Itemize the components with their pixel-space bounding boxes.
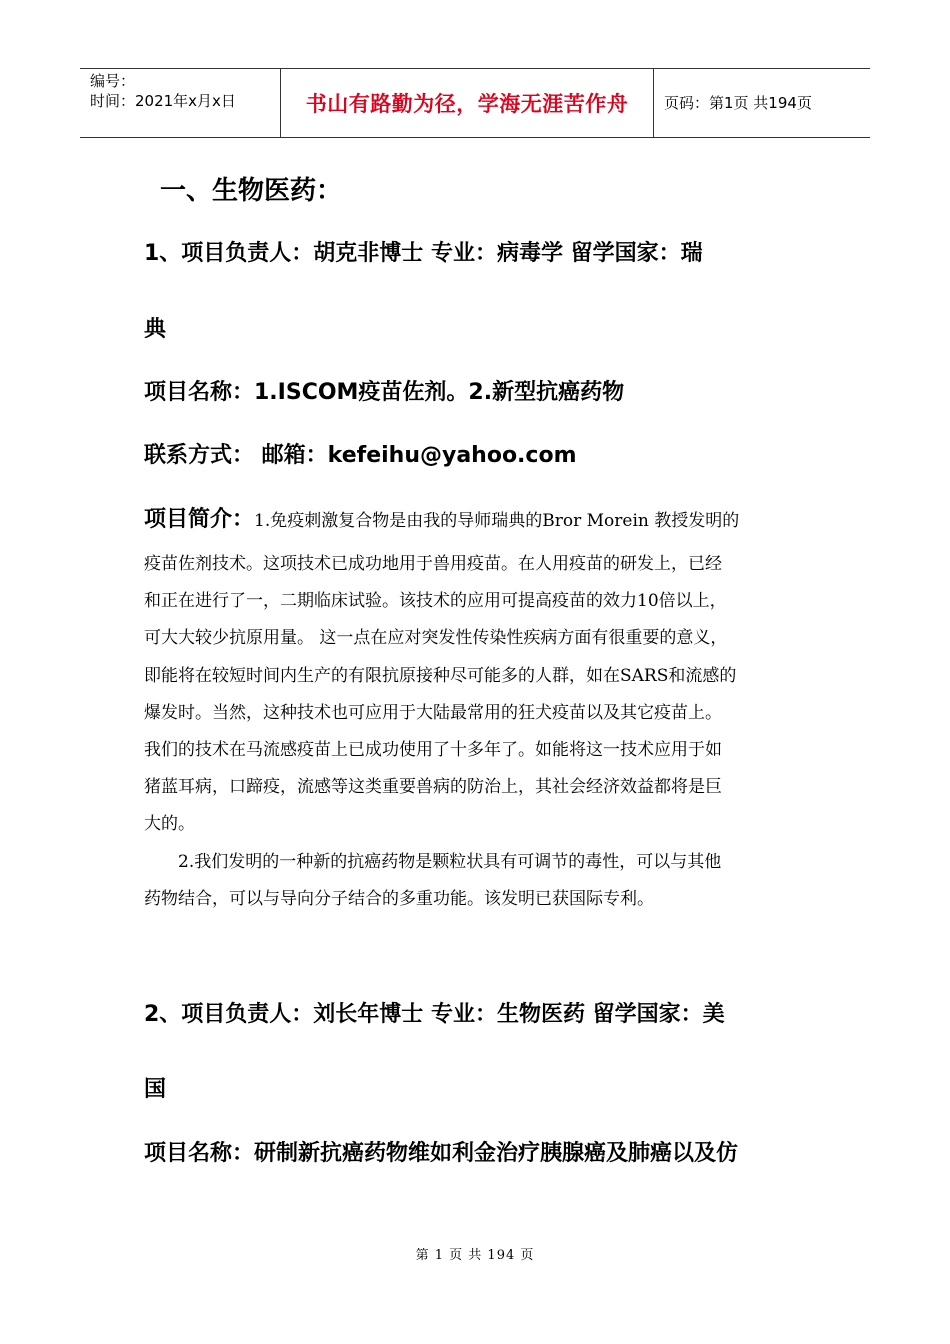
motto: 书山有路勤为径，学海无涯苦作舟	[305, 92, 629, 116]
intro-line: 爆发时。当然，这种技术也可应用于大陆最常用的狂犬疫苗以及其它疫苗上。	[144, 702, 722, 723]
project2-leader-line-cont: 国	[144, 1077, 167, 1102]
number-label: 编号：	[90, 72, 136, 90]
page-footer: 第 1 页 共 194 页	[415, 1248, 535, 1263]
section-title: 一、生物医药：	[160, 176, 343, 206]
project2-leader-line: 2、项目负责人：刘长年博士 专业：生物医药 留学国家：美	[144, 1002, 725, 1027]
intro-line: 即能将在较短时间内生产的有限抗原接种尽可能多的人群，如在SARS和流感的	[144, 665, 737, 686]
intro2-second-line: 药物结合，可以与导向分子结合的多重功能。该发明已获国际专利。	[144, 888, 654, 909]
project1-intro-body	[144, 546, 808, 918]
intro-line: 猪蓝耳病，口蹄疫，流感等这类重要兽病的防治上，其社会经济效益都将是巨	[144, 777, 722, 798]
intro-line: 可大大较少抗原用量。 这一点在应对突发性传染性疾病方面有很重要的意义，	[144, 628, 728, 649]
project1-leader-line-cont: 典	[144, 317, 167, 342]
project1-contact: 联系方式： 邮箱：kefeihu@yahoo.com	[144, 443, 577, 468]
intro-line: 我们的技术在马流感疫苗上已成功使用了十多年了。如能将这一技术应用于如	[144, 740, 722, 761]
project1-intro-first-line	[144, 502, 739, 533]
intro-line: 疫苗佐剂技术。这项技术已成功地用于兽用疫苗。在人用疫苗的研发上，已经	[144, 554, 722, 574]
header-motto-cell	[281, 69, 654, 137]
intro-first-text: 1.免疫刺激复合物是由我的导师瑞典的Bror Morein 教授发明的	[254, 511, 740, 531]
header-table	[80, 68, 870, 138]
intro-line: 大的。	[144, 814, 195, 835]
project1-name: 项目名称：1.ISCOM疫苗佐剂。2.新型抗癌药物	[144, 380, 625, 405]
intro-label: 项目简介：	[144, 507, 255, 532]
time-label: 时间：2021年x月x日	[90, 92, 236, 110]
project1-leader-line: 1、项目负责人：胡克非博士 专业：病毒学 留学国家：瑞	[144, 241, 703, 266]
intro2-first-line: 2.我们发明的一种新的抗癌药物是颗粒状具有可调节的毒性，可以与其他	[178, 851, 722, 872]
project2-name: 项目名称：研制新抗癌药物维如利金治疗胰腺癌及肺癌以及仿	[144, 1141, 739, 1166]
intro-line: 和正在进行了一，二期临床试验。该技术的应用可提高疫苗的效力10倍以上，	[144, 591, 727, 612]
page-info: 页码：第1页 共194页	[664, 94, 812, 112]
header-meta-cell	[80, 69, 281, 137]
header-page-cell	[654, 69, 870, 137]
